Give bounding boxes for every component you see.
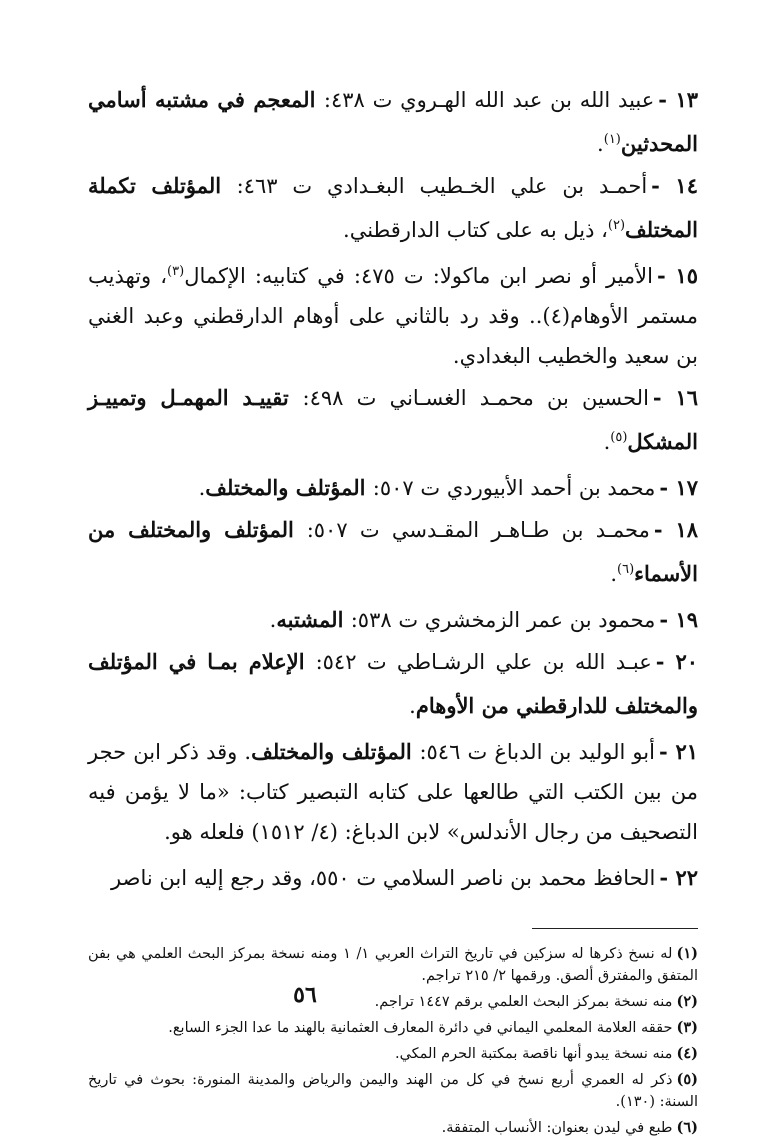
entry-text: أبو الوليد بن الدباغ ت ٥٤٦: xyxy=(419,740,655,764)
entry-note-ref: (٣) xyxy=(167,264,185,279)
entry-text: محمـد بن طـاهـر المقـدسي ت ٥٠٧: xyxy=(306,518,650,542)
entry-tail: . وقد ذكر ابن حجر من بين الكتب التي طالعها على كتابه التبصير كتاب: «ما لا يؤمن فيه التصحيف من رجال الأندلس» لابن الدباغ: (٤/ ١٥١٢) فلعله هو. xyxy=(88,740,698,844)
entry-item xyxy=(88,510,698,594)
entry-text: الأمير أو نصر ابن ماكولا: ت ٤٧٥: في كتابيه: الإكمال xyxy=(184,264,653,288)
footnote-text: له نسخ ذكرها له سزكين في تاريخ التراث العربي ١/ ١ ومنه نسخة بمركز البحث العلمي هي بفن المتفق والمفترق ألصق. ورقمها ٢/ ٢١٥ تراجم. xyxy=(88,946,698,984)
footnote-item xyxy=(88,943,698,987)
entry-text: عبـد الله بن علي الرشـاطي ت ٥٤٢: xyxy=(315,650,652,674)
entry-item xyxy=(88,596,698,640)
footnote-item xyxy=(88,1069,698,1113)
footnote-number: (٦) xyxy=(676,1119,698,1136)
entry-item xyxy=(88,378,698,462)
entry-title: المشتبه xyxy=(276,607,351,632)
footnote-text: طبع في ليدن بعنوان: الأنساب المتفقة. xyxy=(441,1120,673,1136)
entry-number: ١٤ - xyxy=(651,173,698,198)
entry-number: ١٥ - xyxy=(657,263,699,288)
entry-note-ref: (١) xyxy=(603,132,621,147)
page-number: ٥٦ xyxy=(293,982,317,1008)
entry-tail: . xyxy=(198,476,206,500)
footnote-number: (١) xyxy=(676,945,698,962)
entry-item xyxy=(88,166,698,250)
footnote-number: (٤) xyxy=(676,1045,698,1062)
entries-list xyxy=(88,80,698,898)
entry-title: المعجم في مشتبه أسامي المحدثين xyxy=(88,87,698,156)
entry-text: محمود بن عمر الزمخشري ت ٥٣٨: xyxy=(350,608,656,632)
entry-title: المؤتلف تكملة المختلف xyxy=(88,173,698,242)
entry-tail: . xyxy=(603,430,611,454)
entry-number: ١٧ - xyxy=(659,475,698,500)
document-page xyxy=(88,80,699,1136)
footnote-text: حققه العلامة المعلمي اليماني في دائرة المعارف العثمانية بالهند ما عدا الجزء السابع. xyxy=(168,1020,673,1036)
entry-tail: ، ذيل به على كتاب الدارقطني. xyxy=(343,218,608,242)
entry-text: أحمـد بن علي الخـطيب البغـدادي ت ٤٦٣: xyxy=(236,174,648,198)
footnote-number: (٢) xyxy=(676,993,698,1010)
footnote-item xyxy=(88,1117,698,1139)
entry-number: ١٩ - xyxy=(659,607,698,632)
entry-text: الحافظ محمد بن ناصر السلامي ت ٥٥٠، وقد رجع إليه ابن ناصر xyxy=(111,866,656,890)
entry-item xyxy=(88,464,698,508)
entry-number: ١٦ - xyxy=(652,385,698,410)
entry-title: الإعلام بمـا في المؤتلف والمختلف للدارقطني من الأوهام xyxy=(88,649,698,718)
footnote-text: منه نسخة بمركز البحث العلمي برقم ١٤٤٧ تراجم. xyxy=(374,994,673,1010)
entry-number: ٢١ - xyxy=(658,739,699,764)
entry-title: المؤتلف والمختلف من الأسماء xyxy=(88,517,698,586)
entry-item xyxy=(88,642,698,726)
entry-note-ref: (٥) xyxy=(610,430,628,445)
entry-title: تقييـد المهمـل وتمييـز المشكل xyxy=(88,385,698,454)
footnote-item xyxy=(88,1043,698,1065)
entry-item xyxy=(88,854,698,898)
entry-tail: . xyxy=(269,608,277,632)
footnote-number: (٣) xyxy=(676,1019,698,1036)
footnotes-list xyxy=(88,943,698,1139)
entry-text: الحسين بن محمـد الغسـاني ت ٤٩٨: xyxy=(302,386,649,410)
entry-note-ref: (٦) xyxy=(617,562,635,577)
entry-item xyxy=(88,728,698,852)
entry-item xyxy=(88,252,698,376)
entry-number: ٢٢ - xyxy=(659,865,698,890)
footnote-number: (٥) xyxy=(676,1071,698,1088)
footnote-text: منه نسخة يبدو أنها ناقصة بمكتبة الحرم المكي. xyxy=(394,1046,673,1062)
footnote-text: ذكر له العمري أربع نسخ في كل من الهند واليمن والرياض والمدينة المنورة: بحوث في تاريخ السنة: (١٣٠). xyxy=(88,1072,698,1110)
entry-tail: . xyxy=(409,694,416,718)
footnote-item xyxy=(88,1017,698,1039)
entry-text: محمد بن أحمد الأبيوردي ت ٥٠٧: xyxy=(372,476,656,500)
footnote-separator xyxy=(532,928,698,929)
entry-number: ٢٠ - xyxy=(655,649,698,674)
entry-title: المؤتلف والمختلف xyxy=(251,739,420,764)
entry-tail: . xyxy=(597,132,604,156)
entry-tail: . xyxy=(610,562,618,586)
entry-note-ref: (٢) xyxy=(607,218,626,233)
entry-number: ١٨ - xyxy=(653,517,699,542)
entry-item xyxy=(88,80,698,164)
entry-tail: ، وتهذيب مستمر الأوهام(٤).. وقد رد بالثاني على أوهام الدارقطني وعبد الغني بن سعيد والخطيب البغدادي. xyxy=(88,264,699,368)
entry-title: المؤتلف والمختلف xyxy=(205,475,373,500)
entry-number: ١٣ - xyxy=(658,87,699,112)
entry-text: عبيد الله بن عبد الله الهـروي ت ٤٣٨: xyxy=(323,88,655,112)
